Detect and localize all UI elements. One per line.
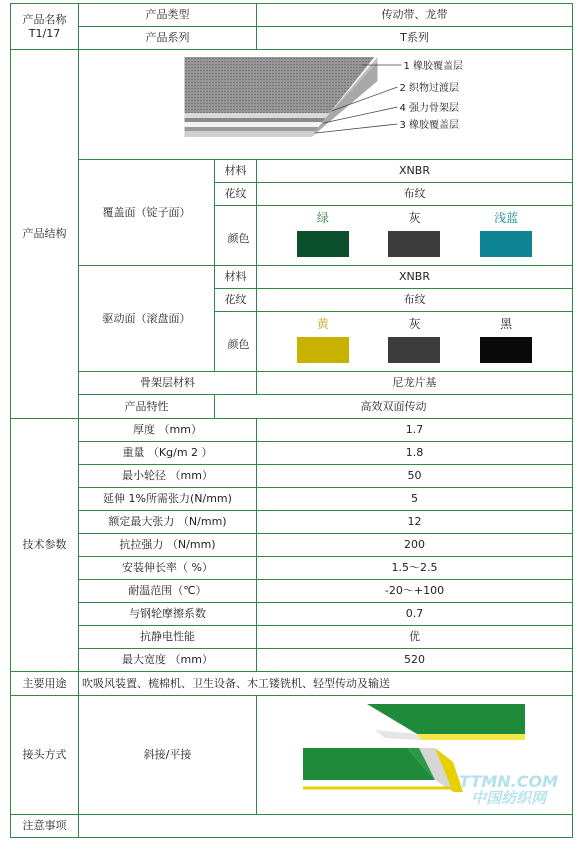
spec-sheet: [10, 3, 572, 852]
drive-swatch-yellow-label: 黄: [316, 316, 329, 331]
product-type-value: 传动带、龙带: [257, 4, 573, 27]
tech-param-value: 50: [257, 465, 573, 488]
product-type-label: 产品类型: [79, 4, 257, 27]
layer-edge-5: [185, 131, 316, 137]
tech-param-name: 厚度 （mm）: [79, 419, 257, 442]
drive-swatch-black-label: 黑: [500, 316, 513, 331]
cover-swatch-lightblue-box: [480, 231, 532, 257]
joint-diagram-cell: [257, 696, 573, 815]
tech-param-name: 安装伸长率（ %）: [79, 557, 257, 580]
notes-value: [79, 815, 573, 838]
tech-param-value: 200: [257, 534, 573, 557]
drive-swatch-gray-label: 灰: [408, 316, 421, 331]
watermark-line-1: TTMN.COM: [459, 772, 558, 791]
tech-param-name: 延伸 1%所需张力(N/mm): [79, 488, 257, 511]
characteristics-label: 产品特性: [79, 395, 215, 419]
product-name-value: T1/17: [28, 26, 61, 40]
usage-label: 主要用途: [11, 672, 79, 696]
tech-param-name: 耐温范围（℃）: [79, 580, 257, 603]
drive-swatch-yellow: [297, 317, 349, 363]
tech-param-value: 1.5～2.5: [257, 557, 573, 580]
tech-param-value: 520: [257, 649, 573, 672]
tech-param-name: 抗静电性能: [79, 626, 257, 649]
upper-belt-top: [367, 704, 525, 734]
tech-param-value: 1.8: [257, 442, 573, 465]
tech-param-value: 1.7: [257, 419, 573, 442]
tech-param-value: 0.7: [257, 603, 573, 626]
cover-swatch-gray-box: [388, 231, 440, 257]
tech-params-label: 技术参数: [11, 419, 79, 672]
cover-swatch-lightblue-label: 浅蓝: [494, 210, 519, 225]
frame-material-label: 骨架层材料: [79, 372, 257, 395]
layer-label-4: 4 强力骨架层: [399, 102, 460, 114]
product-name-cell: [11, 4, 79, 50]
tech-param-name: 与钢轮摩擦系数: [79, 603, 257, 626]
structure-label: 产品结构: [11, 50, 79, 419]
characteristics-value: 高效双面传动: [215, 395, 573, 419]
cover-swatch-green-box: [297, 231, 349, 257]
cover-swatch-green: [297, 211, 349, 257]
cover-pattern-label: 花纹: [215, 183, 257, 206]
layer-edge-3: [185, 122, 323, 127]
cover-swatch-gray-label: 灰: [408, 210, 421, 225]
layer-edge-1: [185, 113, 330, 118]
cover-swatch-list: [257, 209, 572, 263]
tech-param-name: 最大宽度 （mm）: [79, 649, 257, 672]
joint-label: 接头方式: [11, 696, 79, 815]
cover-color-swatches: [257, 206, 573, 266]
cover-material-value: XNBR: [257, 160, 573, 183]
cover-color-label: 颜色: [215, 206, 257, 266]
tech-param-name: 最小轮径 （mm）: [79, 465, 257, 488]
drive-swatch-gray: [388, 317, 440, 363]
drive-material-value: XNBR: [257, 266, 573, 289]
cover-swatch-green-label: 绿: [316, 210, 329, 225]
cover-face-label: 覆盖面（锭子面）: [79, 160, 215, 266]
layer-edge-2: [185, 118, 326, 122]
layer-label-1: 1 橡胶覆盖层: [403, 60, 464, 72]
tech-param-value: -20～+100: [257, 580, 573, 603]
cover-pattern-value: 布纹: [257, 183, 573, 206]
drive-pattern-value: 布纹: [257, 289, 573, 312]
watermark: [459, 774, 558, 806]
drive-pattern-label: 花纹: [215, 289, 257, 312]
tech-param-name: 抗拉强力 （N/mm): [79, 534, 257, 557]
cover-swatch-lightblue: [480, 211, 532, 257]
tech-param-name: 额定最大张力 （N/mm): [79, 511, 257, 534]
leader-line-3: [316, 124, 398, 133]
drive-color-swatches: [257, 312, 573, 372]
drive-swatch-yellow-box: [297, 337, 349, 363]
drive-swatch-list: [257, 315, 572, 369]
cover-swatch-gray: [388, 211, 440, 257]
frame-material-value: 尼龙片基: [257, 372, 573, 395]
tech-param-value: 优: [257, 626, 573, 649]
drive-face-label: 驱动面（滚盘面）: [79, 266, 215, 372]
drive-swatch-black-box: [480, 337, 532, 363]
drive-swatch-black: [480, 317, 532, 363]
joint-value: 斜接/平接: [79, 696, 257, 815]
drive-color-label: 颜色: [215, 312, 257, 372]
spec-table: [10, 3, 573, 838]
product-name-label: 产品名称: [22, 12, 67, 26]
belt-layer-diagram: [79, 51, 572, 159]
lower-belt-underside: [303, 780, 453, 792]
tech-param-value: 12: [257, 511, 573, 534]
tech-param-name: 重量 （Kg/m 2 ）: [79, 442, 257, 465]
notes-label: 注意事项: [11, 815, 79, 838]
layer-label-3: 3 橡胶覆盖层: [399, 119, 460, 131]
usage-value: 吹吸风装置、梳棉机、卫生设备、木工镂铣机、轻型传动及输送: [79, 672, 573, 696]
product-series-value: T系列: [257, 27, 573, 50]
tech-param-value: 5: [257, 488, 573, 511]
layer-label-2: 2 织物过渡层: [399, 82, 460, 94]
drive-material-label: 材料: [215, 266, 257, 289]
product-series-label: 产品系列: [79, 27, 257, 50]
upper-belt-edge: [417, 734, 525, 740]
drive-swatch-gray-box: [388, 337, 440, 363]
structure-diagram-cell: [79, 50, 573, 160]
layer-edge-4: [185, 127, 319, 131]
cover-material-label: 材料: [215, 160, 257, 183]
watermark-line-2: 中国纺织网: [471, 789, 547, 807]
